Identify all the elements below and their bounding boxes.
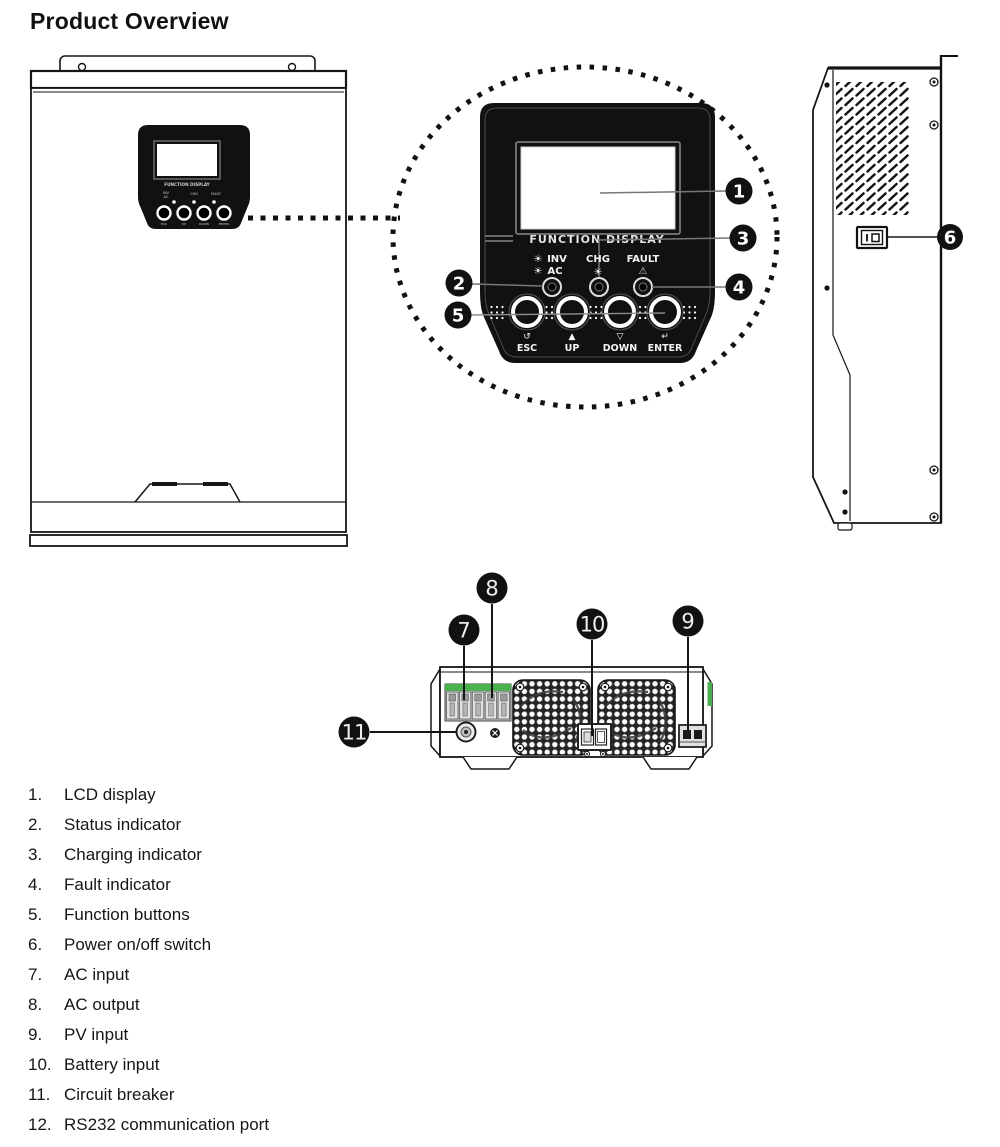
fault-led [634, 278, 652, 296]
legend-number: 7. [28, 965, 43, 984]
enter-label: ENTER [647, 343, 683, 354]
legend-item-7 [28, 960, 448, 990]
ac-terminal-block[interactable] [445, 684, 511, 721]
sun-icon: ☀ [533, 266, 543, 277]
ac-label: AC [547, 266, 563, 277]
callout-2-number: 2 [452, 273, 466, 295]
bracket-hole-right [289, 64, 296, 71]
legend-item-2 [28, 810, 448, 840]
callout-2-badge [446, 270, 473, 297]
right-flange-green-strip [708, 682, 713, 706]
legend-label: Status indicator [64, 815, 182, 834]
legend-list [28, 780, 448, 1140]
legend-item-3 [28, 840, 448, 870]
callout-11-badge [339, 717, 370, 748]
legend-item-8 [28, 990, 448, 1020]
power-switch[interactable] [857, 227, 887, 248]
legend-number: 12. [28, 1115, 52, 1134]
callout-1-number: 1 [732, 181, 746, 203]
chg-label: CHG [586, 254, 610, 265]
callout-4-number: 4 [732, 277, 746, 299]
legend-item-9 [28, 1020, 448, 1050]
bracket-hole-left [79, 64, 86, 71]
callout-4-badge [726, 274, 753, 301]
legend-label: AC input [64, 965, 130, 984]
fault-label: FAULT [626, 254, 660, 265]
legend-label: Circuit breaker [64, 1085, 175, 1104]
status-led [543, 278, 561, 296]
legend-number: 4. [28, 875, 43, 894]
front-plinth [30, 535, 347, 546]
callout-5-badge [445, 302, 472, 329]
warning-icon: ⚠ [638, 266, 648, 277]
bottom-view-drawing [330, 572, 730, 772]
legend-number: 1. [28, 785, 43, 804]
legend-number: 6. [28, 935, 43, 954]
bottom-left-flange [431, 669, 440, 756]
bottom-foot-left [463, 757, 517, 769]
lcd-display [521, 147, 675, 229]
circuit-breaker[interactable] [457, 723, 476, 742]
callout-8-badge [477, 573, 508, 604]
esc-label: ESC [516, 343, 538, 354]
legend-item-5 [28, 900, 448, 930]
legend-number: 8. [28, 995, 43, 1014]
esc-button[interactable] [509, 294, 545, 330]
side-vent-slots [836, 82, 910, 215]
legend-item-11 [28, 1080, 448, 1110]
down-icon: ▽ [616, 332, 624, 342]
up-label: UP [564, 343, 580, 354]
enter-button[interactable] [647, 294, 683, 330]
sun-icon: ☀ [533, 254, 543, 265]
function-display-label: FUNCTION DISPLAY [529, 233, 665, 246]
legend-label: RS232 communication port [64, 1115, 270, 1134]
down-button[interactable] [602, 294, 638, 330]
charging-led [590, 278, 608, 296]
mini-up-label: UP [181, 222, 187, 226]
legend-item-10 [28, 1050, 448, 1080]
legend-label: Battery input [64, 1055, 160, 1074]
legend-item-4 [28, 870, 448, 900]
callout-7-number: 7 [457, 618, 471, 643]
legend-label: Function buttons [64, 905, 190, 924]
callout-3-badge [730, 225, 757, 252]
callout-10-number: 10 [579, 612, 605, 637]
legend-number: 9. [28, 1025, 43, 1044]
front-top-bar [31, 71, 346, 88]
callout-9-number: 9 [681, 609, 695, 634]
legend-item-12 [28, 1110, 448, 1140]
mini-enter-label: ENTER [219, 222, 229, 226]
page-title: Product Overview [30, 8, 229, 34]
front-control-panel [138, 125, 250, 229]
down-label: DOWN [602, 343, 638, 354]
callout-3-number: 3 [736, 228, 750, 250]
sun-icon: ☀ [593, 267, 603, 278]
legend-number: 3. [28, 845, 43, 864]
terminal-green-strip [445, 684, 511, 691]
callout-6-number: 6 [943, 227, 957, 249]
callout-1-badge [726, 178, 753, 205]
mini-fault-label: FAULT [211, 192, 221, 196]
callout-7-badge [449, 615, 480, 646]
legend-item-1 [28, 780, 448, 810]
mini-inv-label: INV [163, 191, 169, 195]
callout-9-badge [673, 606, 704, 637]
front-view-drawing [25, 48, 355, 553]
mini-esc-label: ESC [161, 222, 167, 226]
mini-display-label: FUNCTION DISPLAY [164, 182, 210, 187]
legend-label: Power on/off switch [64, 935, 212, 954]
callout-11-number: 11 [341, 720, 367, 745]
legend-number: 10. [28, 1055, 52, 1074]
legend-label: LCD display [64, 785, 156, 804]
esc-icon: ↺ [523, 332, 531, 342]
zoom-connector-dotted-line [240, 205, 405, 235]
side-view-drawing [800, 40, 995, 540]
inv-label: INV [547, 254, 567, 265]
legend-number: 11. [28, 1085, 51, 1104]
mini-down-label: DOWN [199, 222, 209, 226]
enter-icon: ↵ [661, 332, 669, 342]
legend-label: AC output [64, 995, 140, 1014]
mini-ac-label: AC [163, 195, 169, 199]
legend-label: Fault indicator [64, 875, 171, 894]
up-icon: ▲ [568, 332, 576, 342]
mini-lcd-screen [157, 144, 217, 176]
mini-chg-label: CHG [190, 192, 198, 196]
case-screw [490, 728, 500, 738]
bottom-foot-right [643, 757, 697, 769]
legend-label: PV input [64, 1025, 129, 1044]
terminal-units [447, 692, 510, 719]
callout-8-number: 8 [485, 576, 499, 601]
callout-10-badge [577, 609, 608, 640]
side-foot [838, 523, 852, 530]
callout-5-number: 5 [451, 305, 465, 327]
pv-input-connector[interactable] [679, 725, 706, 747]
callout-6-badge [937, 224, 963, 250]
control-panel-detail-drawing [385, 52, 795, 422]
up-button[interactable] [554, 294, 590, 330]
legend-number: 2. [28, 815, 43, 834]
legend-number: 5. [28, 905, 43, 924]
legend-item-6 [28, 930, 448, 960]
legend-label: Charging indicator [64, 845, 202, 864]
